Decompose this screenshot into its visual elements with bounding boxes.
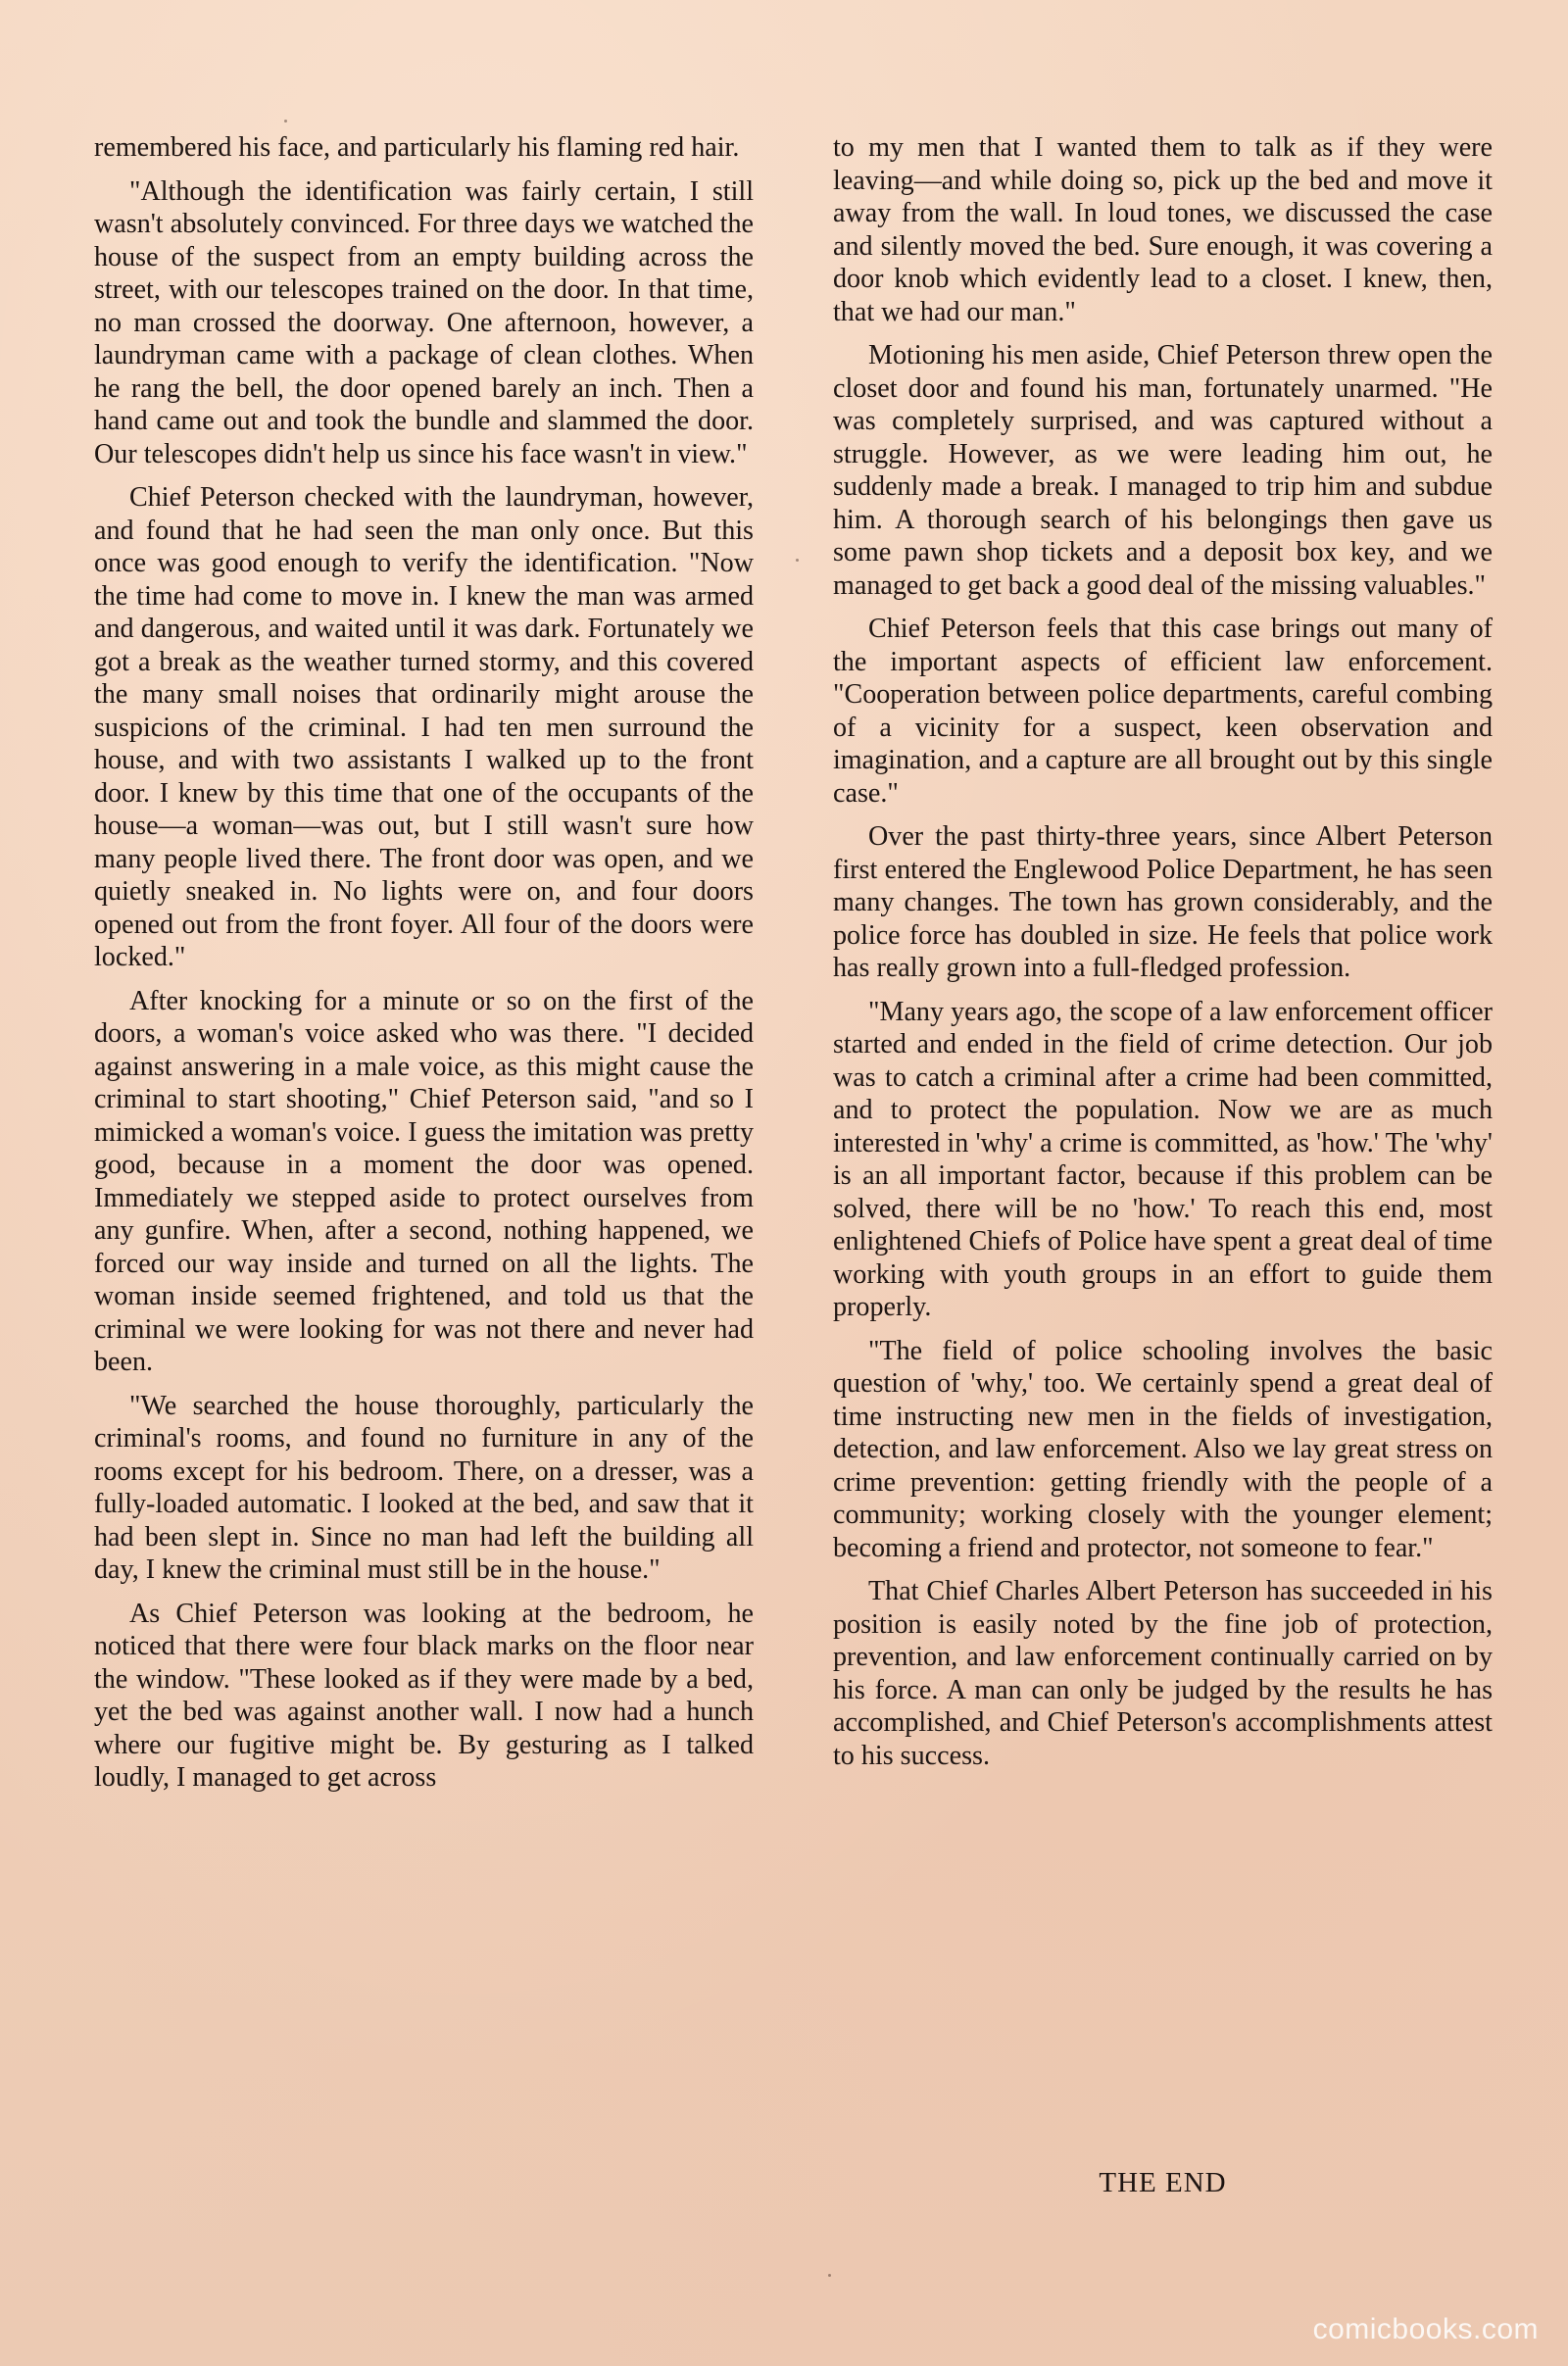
paragraph: "We searched the house thoroughly, particularly the criminal's rooms, and found no furniture in any of the rooms except for his bedroom. There, on a dresser, was a fully-loaded automatic. I looked at the bed, and saw that it had been slept in. Since no man had left the building all day, I knew the criminal must still be in the house." [94,1390,754,1585]
watermark: comicbooks.com [1312,2313,1539,2345]
paragraph: As Chief Peterson was looking at the bedroom, he noticed that there were four black marks on the floor near the window. "These looked as if they were made by a bed, yet the bed was against another wall. I now had a hunch where our fugitive might be. By gesturing as I talked loudly, I managed to get across [94,1598,754,1793]
paragraph: That Chief Charles Albert Peterson has succeeded in his position is easily noted by the fine job of protection, prevention, and law enforcement continually carried on by his force. A man can only be judged by the results he has accomplished, and Chief Peterson's accomplishments attest to his success. [833,1576,1493,1771]
the-end-label: THE END [1099,2167,1227,2198]
paper-speck [600,1202,603,1205]
paragraph: "Many years ago, the scope of a law enforcement officer started and ended in the field of crime detection. Our job was to catch a criminal after a crime had been committed, and to protect the population. Now we are as much interested in 'why' a crime is committed, as 'how.' The 'why' is an all important factor, because if this problem can be solved, there will be no 'how.' To reach this end, most enlightened Chiefs of Police have spent a great deal of time working with youth groups in an effort to guide them properly. [833,996,1493,1322]
paper-speck [828,2274,831,2277]
paragraph: Chief Peterson checked with the laundryman, however, and found that he had seen the man only once. But this once was good enough to verify the identification. "Now the time had come to move in. I knew the man was armed and dangerous, and waited until it was dark. Fortunately we got a break as the weather turned stormy, and this covered the many small noises that ordinarily might arouse the suspicions of the criminal. I had ten men surround the house, and with two assistants I walked up to the front door. I knew by this time that one of the occupants of the house—a woman—was out, but I still wasn't sure how many people lived there. The front door was open, and we quietly sneaked in. No lights were on, and four doors opened out from the front foyer. All four of the doors were locked." [94,482,754,972]
right-column [833,131,1493,1783]
paragraph: to my men that I wanted them to talk as if they were leaving—and while doing so, pick up the bed and move it away from the wall. In loud tones, we discussed the case and silently moved the bed. Sure enough, it was covering a door knob which evidently lead to a closet. I knew, then, that we had our man." [833,132,1493,327]
paragraph: "The field of police schooling involves the basic question of 'why,' too. We certainly spend a great deal of time instructing new men in the fields of investigation, detection, and law enforcement. Also we lay great stress on crime prevention: getting friendly with the people of a community; working closely with the younger element; becoming a friend and protector, not someone to fear." [833,1335,1493,1563]
paragraph: Over the past thirty-three years, since Albert Peterson first entered the Englewood Police Department, he has seen many changes. The town has grown considerably, and the police force has doubled in size. He feels that police work has really grown into a full-fledged profession. [833,821,1493,983]
paper-speck [796,559,799,562]
paragraph: After knocking for a minute or so on the first of the doors, a woman's voice asked who was there. "I decided against answering in a male voice, as this might cause the criminal to start shooting," Chief Peterson said, "and so I mimicked a woman's voice. I guess the imitation was pretty good, because in a moment the door was opened. Immediately we stepped aside to protect ourselves from any gunfire. When, after a second, nothing happened, we forced our way inside and turned on all the lights. The woman inside seemed frightened, and told us that the criminal we were looking for was not there and never had been. [94,985,754,1377]
paragraph: Chief Peterson feels that this case brings out many of the important aspects of efficient law enforcement. "Cooperation between police departments, careful combing of a vicinity for a suspect, keen observation and imagination, and a capture are all brought out by this single case." [833,614,1493,809]
paragraph: "Although the identification was fairly certain, I still wasn't absolutely convinced. For three days we watched the house of the suspect from an empty building across the street, with our telescopes trained on the door. In that time, no man crossed the doorway. One afternoon, however, a laundryman came with a package of clean clothes. When he rang the bell, the door opened barely an inch. Then a hand came out and took the bundle and slammed the door. Our telescopes didn't help us since his face wasn't in view." [94,175,754,469]
left-column [94,131,754,1805]
paragraph: Motioning his men aside, Chief Peterson threw open the closet door and found his man, fortunately unarmed. "He was completely surprised, and was captured without a struggle. However, as we were leading him out, he suddenly made a break. I managed to trip him and subdue him. A thorough search of his belongings then gave us some pawn shop tickets and a deposit box key, and we managed to get back a good deal of the missing valuables." [833,340,1493,601]
paper-speck [1448,1580,1451,1583]
paper-speck [284,120,287,123]
paragraph: remembered his face, and particularly his flaming red hair. [94,132,740,163]
